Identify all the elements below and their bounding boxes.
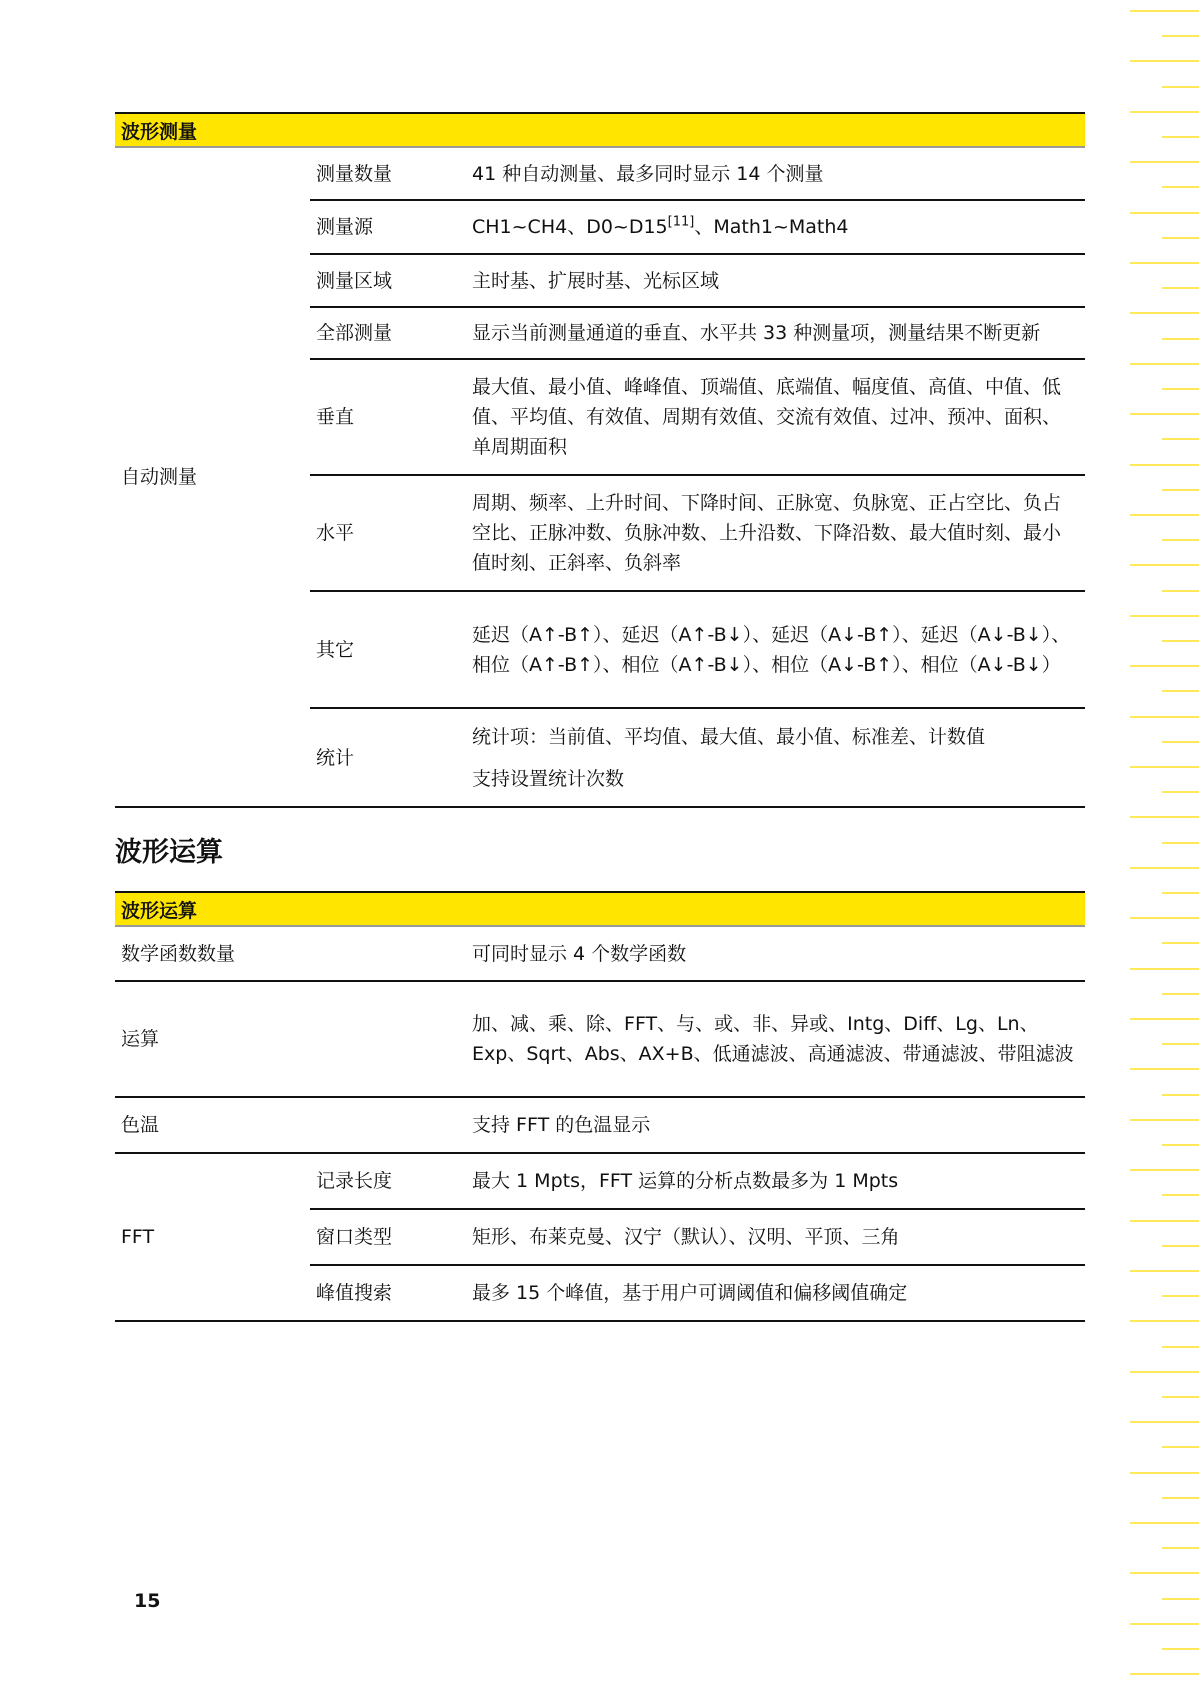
decorative-stripe [1130, 1169, 1199, 1171]
section-bar-measurement-title: 波形测量 [121, 120, 198, 143]
decorative-stripe [1162, 136, 1199, 138]
decorative-stripe [1130, 514, 1199, 516]
decorative-stripe [1130, 1572, 1199, 1574]
decorative-stripe [1162, 86, 1199, 88]
footnote-reference: [11] [667, 214, 695, 230]
decorative-stripe [1162, 1245, 1199, 1247]
decorative-stripe [1162, 690, 1199, 692]
row-value: 41 种自动测量、最多同时显示 14 个测量 [466, 148, 1085, 200]
row-value: 加、减、乘、除、FFT、与、或、非、异或、Intg、Diff、Lg、Ln、Exp、Sqrt、Abs、AX+B、低通滤波、高通滤波、带通滤波、带阻滤波 [466, 981, 1085, 1097]
decorative-stripe [1162, 1144, 1199, 1146]
decorative-stripe [1130, 1472, 1199, 1474]
row-label: 运算 [115, 981, 466, 1097]
decorative-stripe [1130, 363, 1199, 365]
row-label: 测量区域 [310, 254, 466, 307]
section-bar-measurement [115, 112, 1085, 148]
auto-measure-group-cell [115, 148, 310, 807]
decorative-stripe [1162, 438, 1199, 440]
measurement-table [115, 148, 1085, 808]
row-label: 水平 [310, 475, 466, 591]
decorative-stripe [1162, 1346, 1199, 1348]
decorative-stripe [1162, 993, 1199, 995]
decorative-stripe [1130, 766, 1199, 768]
source-value-prefix: CH1~CH4、D0~D15 [472, 216, 668, 238]
decorative-stripe [1162, 1194, 1199, 1196]
decorative-stripe [1130, 1623, 1199, 1625]
decorative-stripe [1130, 464, 1199, 466]
decorative-stripe [1130, 111, 1199, 113]
decorative-stripe [1130, 867, 1199, 869]
row-label: 峰值搜索 [310, 1265, 466, 1321]
decorative-stripe [1162, 842, 1199, 844]
section-bar-math [115, 891, 1085, 927]
decorative-stripe [1130, 1068, 1199, 1070]
decorative-stripe [1162, 741, 1199, 743]
decorative-stripe [1130, 60, 1199, 62]
row-value: 可同时显示 4 个数学函数 [466, 927, 1085, 981]
decorative-stripe [1162, 791, 1199, 793]
decorative-stripe [1162, 1094, 1199, 1096]
row-value: 矩形、布莱克曼、汉宁（默认）、汉明、平顶、三角 [466, 1209, 1085, 1265]
auto-measure-group-label: 自动测量 [121, 466, 198, 488]
table-row [115, 148, 1085, 200]
spec-content [115, 112, 1085, 1322]
decorative-stripe [1162, 186, 1199, 188]
decorative-stripe [1162, 287, 1199, 289]
decorative-stripe [1130, 1018, 1199, 1020]
decorative-stripe [1162, 942, 1199, 944]
row-label: 测量源 [310, 200, 466, 254]
decorative-stripe [1162, 338, 1199, 340]
source-value-suffix: 、Math1~Math4 [694, 216, 849, 238]
decorative-stripe [1130, 665, 1199, 667]
fft-group-cell [115, 1153, 310, 1321]
row-label: 统计 [310, 708, 466, 807]
row-value: 最多 15 个峰值，基于用户可调阈值和偏移阈值确定 [466, 1265, 1085, 1321]
row-value: 最大值、最小值、峰峰值、顶端值、底端值、幅度值、高值、中值、低值、平均值、有效值、周期有效值、交流有效值、过冲、预冲、面积、单周期面积 [466, 359, 1085, 475]
row-value: 延迟（A↑-B↑）、延迟（A↑-B↓）、延迟（A↓-B↑）、延迟（A↓-B↓）、相位（A↑-B↑）、相位（A↑-B↓）、相位（A↓-B↑）、相位（A↓-B↓） [466, 591, 1085, 708]
decorative-stripe [1130, 564, 1199, 566]
decorative-stripe [1162, 1547, 1199, 1549]
decorative-stripes [1130, 0, 1199, 1696]
decorative-stripe [1130, 212, 1199, 214]
row-value: 支持 FFT 的色温显示 [466, 1097, 1085, 1153]
row-label: 其它 [310, 591, 466, 708]
decorative-stripe [1130, 1522, 1199, 1524]
decorative-stripe [1162, 388, 1199, 390]
decorative-stripe [1162, 35, 1199, 37]
page-number: 15 [134, 1590, 161, 1612]
decorative-stripe [1162, 590, 1199, 592]
decorative-stripe [1162, 640, 1199, 642]
decorative-stripe [1130, 917, 1199, 919]
row-value: 周期、频率、上升时间、下降时间、正脉宽、负脉宽、正占空比、负占空比、正脉冲数、负脉冲数、上升沿数、下降沿数、最大值时刻、最小值时刻、正斜率、负斜率 [466, 475, 1085, 591]
math-table [115, 927, 1085, 1322]
row-label: 垂直 [310, 359, 466, 475]
row-label: 记录长度 [310, 1153, 466, 1209]
fft-group-label: FFT [121, 1226, 155, 1248]
row-value: 最大 1 Mpts，FFT 运算的分析点数最多为 1 Mpts [466, 1153, 1085, 1209]
decorative-stripe [1130, 1220, 1199, 1222]
decorative-stripe [1130, 10, 1199, 12]
decorative-stripe [1130, 716, 1199, 718]
decorative-stripe [1162, 539, 1199, 541]
decorative-stripe [1162, 1497, 1199, 1499]
decorative-stripe [1162, 1648, 1199, 1650]
decorative-stripe [1162, 1446, 1199, 1448]
row-value [466, 200, 1085, 254]
statistics-items: 统计项：当前值、平均值、最大值、最小值、标准差、计数值 [472, 725, 986, 748]
decorative-stripe [1130, 1119, 1199, 1121]
row-label: 全部测量 [310, 307, 466, 359]
table-row [115, 927, 1085, 981]
row-label: 窗口类型 [310, 1209, 466, 1265]
decorative-stripe [1130, 615, 1199, 617]
decorative-stripe [1162, 892, 1199, 894]
row-value: 主时基、扩展时基、光标区域 [466, 254, 1085, 307]
row-value: 显示当前测量通道的垂直、水平共 33 种测量项，测量结果不断更新 [466, 307, 1085, 359]
decorative-stripe [1130, 1270, 1199, 1272]
table-row [115, 981, 1085, 1097]
decorative-stripe [1130, 161, 1199, 163]
row-value [466, 708, 1085, 807]
row-label: 数学函数数量 [115, 927, 466, 981]
row-label: 测量数量 [310, 148, 466, 200]
decorative-stripe [1130, 1673, 1199, 1675]
table-row [115, 1153, 1085, 1209]
decorative-stripe [1130, 968, 1199, 970]
decorative-stripe [1130, 262, 1199, 264]
decorative-stripe [1162, 489, 1199, 491]
section-heading-math: 波形运算 [115, 837, 223, 868]
decorative-stripe [1130, 1320, 1199, 1322]
decorative-stripe [1130, 413, 1199, 415]
decorative-stripe [1130, 816, 1199, 818]
decorative-stripe [1130, 312, 1199, 314]
section-bar-math-title: 波形运算 [121, 899, 198, 922]
table-row [115, 1097, 1085, 1153]
decorative-stripe [1130, 1421, 1199, 1423]
decorative-stripe [1162, 1396, 1199, 1398]
decorative-stripe [1162, 1295, 1199, 1297]
decorative-stripe [1162, 1598, 1199, 1600]
statistics-count-support: 支持设置统计次数 [472, 767, 625, 790]
row-label: 色温 [115, 1097, 466, 1153]
decorative-stripe [1162, 237, 1199, 239]
decorative-stripe [1162, 1043, 1199, 1045]
decorative-stripe [1130, 1371, 1199, 1373]
